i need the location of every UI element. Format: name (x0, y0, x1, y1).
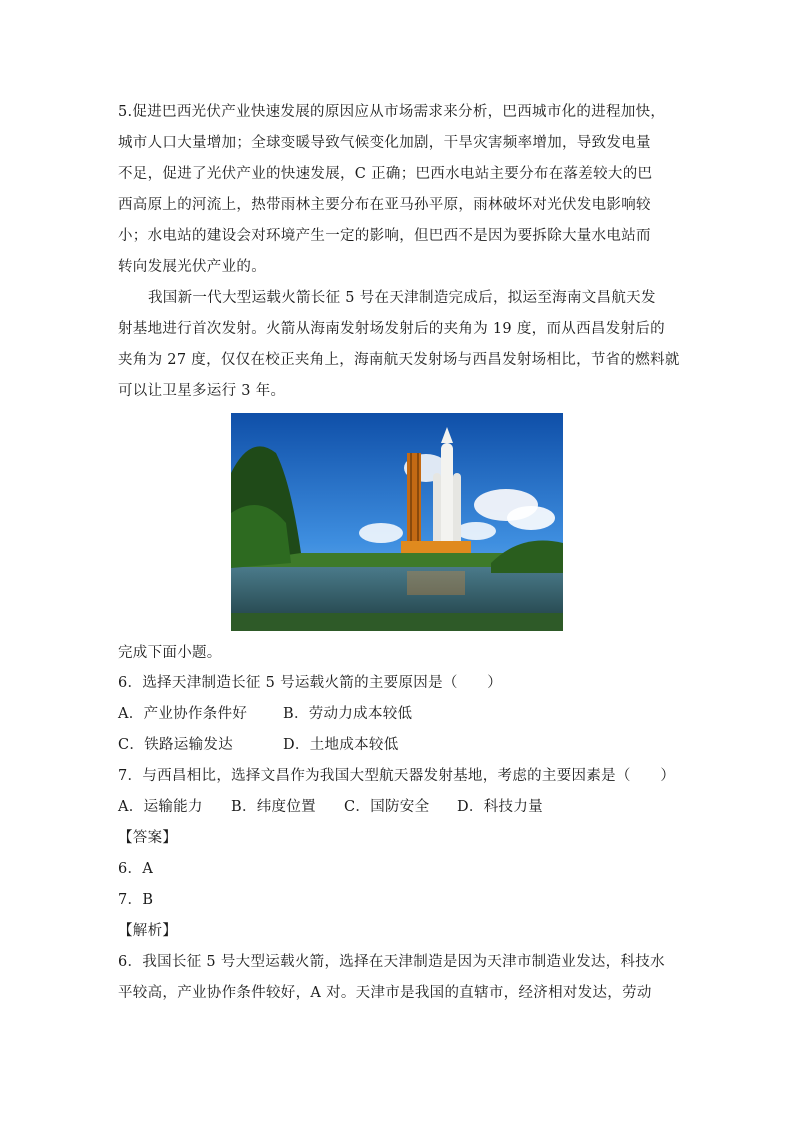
analysis-heading: 【解析】 (118, 923, 178, 939)
option-d: D．科技力量 (457, 799, 543, 815)
text-line: 我国新一代大型运载火箭长征 5 号在天津制造完成后，拟运至海南文昌航天发 (148, 290, 656, 306)
intro-paragraph (118, 283, 678, 407)
option-a: A．产业协作条件好 (118, 706, 248, 722)
answer-heading: 【答案】 (118, 830, 178, 846)
question-6-stem: 6．选择天津制造长征 5 号运载火箭的主要原因是（ ） (118, 675, 503, 691)
text-line: 5.促进巴西光伏产业快速发展的原因应从市场需求来分析，巴西城市化的进程加快， (118, 104, 666, 120)
prompt-text: 完成下面小题。 (118, 645, 222, 661)
option-a: A．运输能力 (118, 799, 203, 815)
text-line: 转向发展光伏产业的。 (118, 259, 266, 275)
question-7-options (118, 792, 543, 823)
option-b: B．纬度位置 (231, 799, 316, 815)
text-line: 可以让卫星多运行 3 年。 (118, 383, 286, 399)
option-b: B．劳动力成本较低 (283, 706, 413, 722)
option-d: D．土地成本较低 (283, 737, 399, 753)
rocket-launch-photo (231, 413, 563, 631)
answer-6: 6．A (118, 861, 154, 877)
question-6-options-row-1 (118, 699, 412, 730)
option-c: C．国防安全 (344, 799, 430, 815)
question-7-stem: 7．与西昌相比，选择文昌作为我国大型航天器发射基地，考虑的主要因素是（ ） (118, 768, 676, 784)
text-line: 夹角为 27 度，仅仅在校正夹角上，海南航天发射场与西昌发射场相比，节省的燃料就 (118, 352, 680, 368)
text-line: 不足，促进了光伏产业的快速发展，C 正确；巴西水电站主要分布在落差较大的巴 (118, 166, 653, 182)
option-c: C．铁路运输发达 (118, 737, 233, 753)
text-line: 小；水电站的建设会对环境产生一定的影响，但巴西不是因为要拆除大量水电站而 (118, 228, 651, 244)
question-6-options-row-2 (118, 730, 399, 761)
explanation-q5 (118, 97, 678, 283)
text-line: 西高原上的河流上，热带雨林主要分布在亚马孙平原，雨林破坏对光伏发电影响较 (118, 197, 651, 213)
answer-7: 7．B (118, 892, 154, 908)
analysis-line: 平较高，产业协作条件较好，A 对。天津市是我国的直辖市，经济相对发达，劳动 (118, 985, 652, 1001)
analysis-line: 6．我国长征 5 号大型运载火箭，选择在天津制造是因为天津市制造业发达，科技水 (118, 954, 665, 970)
text-line: 城市人口大量增加；全球变暖导致气候变化加剧，干旱灾害频率增加，导致发电量 (118, 135, 651, 151)
text-line: 射基地进行首次发射。火箭从海南发射场发射后的夹角为 19 度，而从西昌发射后的 (118, 321, 665, 337)
